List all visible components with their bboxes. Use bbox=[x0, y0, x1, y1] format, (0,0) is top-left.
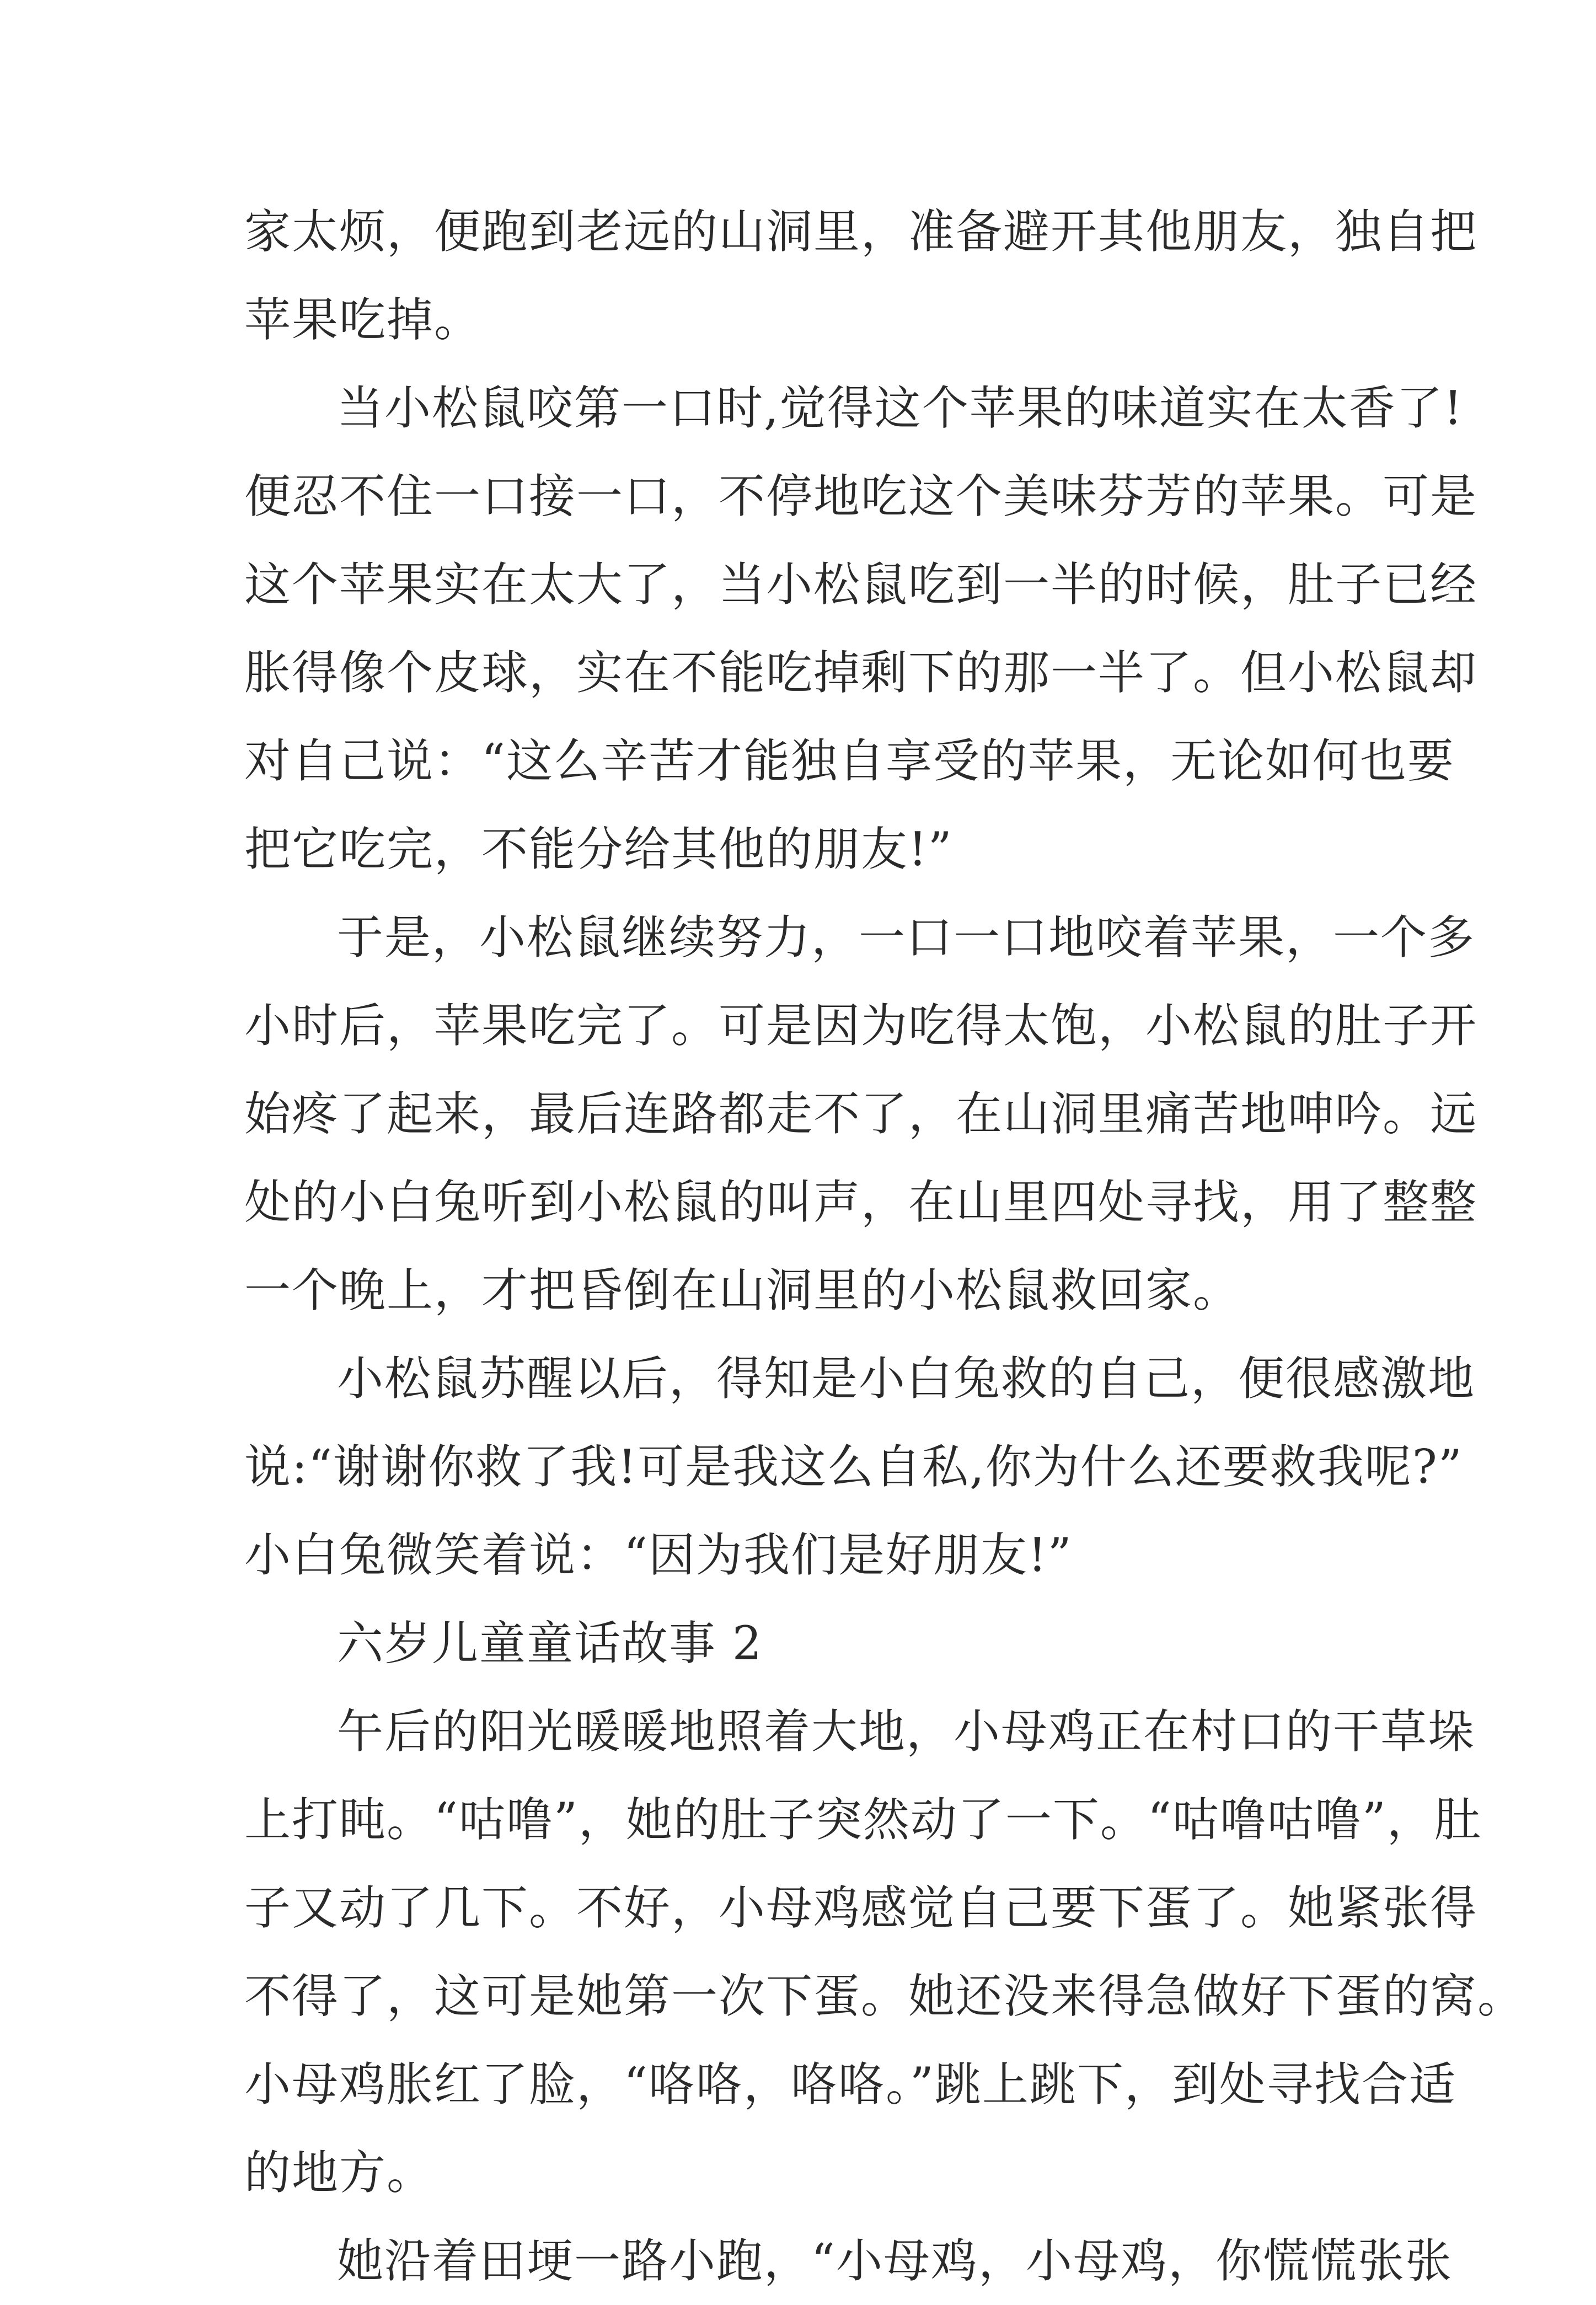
text-line: 小白兔微笑着说：“因为我们是好朋友!” bbox=[244, 1528, 1073, 1582]
text-line: 对自己说：“这么辛苦才能独自享受的苹果，无论如何也要 bbox=[244, 734, 1455, 788]
paragraph bbox=[244, 364, 1478, 893]
text-line: 六岁儿童童话故事 2 bbox=[337, 1616, 763, 1670]
text-line: 这个苹果实在太大了，当小松鼠吃到一半的时候，肚子已经 bbox=[244, 558, 1478, 612]
text-line: 胀得像个皮球，实在不能吃掉剩下的那一半了。但小松鼠却 bbox=[244, 646, 1478, 700]
text-line: 她沿着田埂一路小跑，“小母鸡，小母鸡，你慌慌张张 bbox=[337, 2234, 1453, 2288]
text-line: 把它吃完，不能分给其他的朋友!” bbox=[244, 822, 953, 876]
text-line: 家太烦，便跑到老远的山洞里，准备避开其他朋友，独自把 bbox=[244, 205, 1478, 259]
text-line: 不得了，这可是她第一次下蛋。她还没来得急做好下蛋的窝。 bbox=[244, 1969, 1525, 2023]
text-line: 一个晚上，才把昏倒在山洞里的小松鼠救回家。 bbox=[244, 1263, 1241, 1317]
paragraph bbox=[244, 1334, 1476, 1599]
text-line: 苹果吃掉。 bbox=[244, 293, 482, 347]
text-line: 的地方。 bbox=[244, 2146, 435, 2200]
text-line: 上打盹。“咕噜”，她的肚子突然动了一下。“咕噜咕噜”，肚 bbox=[244, 1793, 1482, 1847]
text-line: 午后的阳光暖暖地照着大地，小母鸡正在村口的干草垛 bbox=[337, 1704, 1476, 1759]
text-line: 小松鼠苏醒以后，得知是小白兔救的自己，便很感激地 bbox=[337, 1352, 1476, 1406]
text-line: 处的小白兔听到小松鼠的叫声，在山里四处寻找，用了整整 bbox=[244, 1175, 1478, 1229]
paragraph bbox=[244, 187, 1478, 364]
paragraph bbox=[244, 893, 1478, 1334]
text-line: 于是，小松鼠继续努力，一口一口地咬着苹果，一个多 bbox=[337, 910, 1476, 964]
body-text bbox=[244, 187, 1525, 2305]
text-line: 便忍不住一口接一口，不停地吃这个美味芬芳的苹果。可是 bbox=[244, 469, 1478, 523]
text-line: 当小松鼠咬第一口时,觉得这个苹果的味道实在太香了! bbox=[337, 381, 1464, 435]
text-line: 子又动了几下。不好，小母鸡感觉自己要下蛋了。她紧张得 bbox=[244, 1881, 1478, 1935]
paragraph bbox=[244, 1599, 1353, 1687]
text-line: 小时后，苹果吃完了。可是因为吃得太饱，小松鼠的肚子开 bbox=[244, 999, 1478, 1053]
paragraph bbox=[244, 1687, 1525, 2217]
text-line: 说:“谢谢你救了我!可是我这么自私,你为什么还要救我呢?” bbox=[244, 1440, 1463, 1494]
paragraph bbox=[244, 2217, 1453, 2305]
text-line: 始疼了起来，最后连路都走不了，在山洞里痛苦地呻吟。远 bbox=[244, 1087, 1478, 1141]
text-line: 小母鸡胀红了脸，“咯咯，咯咯。”跳上跳下，到处寻找合适 bbox=[244, 2057, 1456, 2111]
